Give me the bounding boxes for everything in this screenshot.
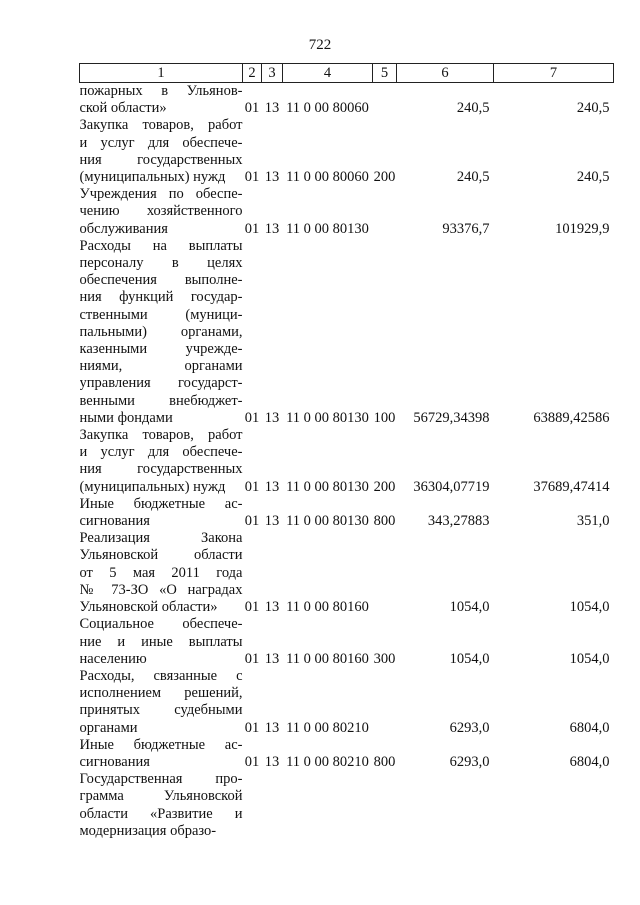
expense-type-code: 200 xyxy=(373,478,396,495)
expense-name-line: Иные бюджетные ас- xyxy=(79,736,243,753)
amount-year-1: 93376,7 xyxy=(442,220,490,237)
amount-year-1 xyxy=(397,771,494,840)
expense-name-line: ния государственных xyxy=(79,151,243,168)
amount-year-1: 343,27883 xyxy=(427,513,490,530)
subsection-code: 13 xyxy=(264,100,280,117)
expense-name-line: грамма Ульяновской xyxy=(79,788,243,805)
amount-year-1: 36304,07719 xyxy=(413,478,490,495)
subsection-code: 13 xyxy=(264,599,280,616)
column-header-4: 4 xyxy=(283,64,373,83)
table-row xyxy=(80,771,614,840)
target-article-code: 11 0 00 80210 xyxy=(286,719,369,736)
expense-name-line: Реализация Закона xyxy=(79,530,243,547)
section-code: 01 xyxy=(244,599,260,616)
expense-type-code: 100 xyxy=(373,409,396,426)
expense-type-code: 800 xyxy=(373,513,396,530)
amount-year-1: 56729,34398 xyxy=(413,409,490,426)
expense-name xyxy=(80,83,243,118)
column-number-header-row xyxy=(80,64,614,83)
expense-name xyxy=(80,530,243,616)
target-article-code: 11 0 00 80130 xyxy=(286,478,369,495)
amount-year-2: 63889,42586 xyxy=(533,409,610,426)
column-header-5: 5 xyxy=(373,64,397,83)
expense-name-line: Государственная про- xyxy=(79,771,243,788)
expense-name-line: пожарных в Ульянов- xyxy=(79,83,243,99)
column-header-2: 2 xyxy=(243,64,262,83)
amount-year-2: 240,5 xyxy=(576,100,610,117)
expense-name-line: Иные бюджетные ас- xyxy=(79,495,243,512)
expense-name xyxy=(80,737,243,771)
expense-name-line: ниями, органами xyxy=(79,358,243,375)
target-article-code: 11 0 00 80130 xyxy=(286,513,369,530)
expense-name-line: ния функций государ- xyxy=(79,289,243,306)
expense-name-line: исполнением решений, xyxy=(79,685,243,702)
expense-type-code: 300 xyxy=(373,650,396,667)
amount-year-1: 1054,0 xyxy=(449,650,490,667)
expense-name-line: обслуживания xyxy=(79,220,168,237)
subsection-code: 13 xyxy=(264,513,280,530)
section-code: 01 xyxy=(244,100,260,117)
table-row xyxy=(80,83,614,118)
expense-name-line: венными внебюджет- xyxy=(79,392,243,409)
expense-name-line: обеспечения выполне- xyxy=(79,272,243,289)
target-article-code: 11 0 00 80060 xyxy=(286,169,369,186)
expense-name-line: принятых судебными xyxy=(79,702,243,719)
amount-year-2: 101929,9 xyxy=(555,220,610,237)
subsection-code: 13 xyxy=(264,650,280,667)
amount-year-2: 1054,0 xyxy=(569,599,610,616)
expense-type-code: 200 xyxy=(373,169,396,186)
page-number: 722 xyxy=(308,37,332,53)
subsection-code: 13 xyxy=(264,220,280,237)
expense-name-line: управления государст- xyxy=(79,375,243,392)
expense-name xyxy=(80,496,243,530)
section-code: 01 xyxy=(244,220,260,237)
table-row xyxy=(80,668,614,737)
amount-year-2: 6804,0 xyxy=(569,753,610,770)
expense-type-code xyxy=(373,668,397,737)
table-row xyxy=(80,530,614,616)
amount-year-1: 6293,0 xyxy=(449,719,490,736)
expense-name-line: чению хозяйственного xyxy=(79,203,243,220)
section-code xyxy=(243,771,262,840)
expense-name-line: персоналу в целях xyxy=(79,255,243,272)
expense-name-line: Социальное обеспече- xyxy=(79,616,243,633)
expense-type-code xyxy=(373,83,397,118)
expense-name-line: Закупка товаров, работ xyxy=(79,117,243,134)
amount-year-2: 351,0 xyxy=(576,513,610,530)
target-article-code: 11 0 00 80130 xyxy=(286,220,369,237)
expense-type-code xyxy=(373,530,397,616)
expense-name-line: ской области» xyxy=(79,100,167,117)
section-code: 01 xyxy=(244,478,260,495)
target-article-code: 11 0 00 80210 xyxy=(286,753,369,770)
expense-name-line: ственными (муници- xyxy=(79,306,243,323)
expense-name-line: Ульяновской области» xyxy=(79,599,218,616)
amount-year-2: 6804,0 xyxy=(569,719,610,736)
expense-type-code: 800 xyxy=(373,753,396,770)
section-code: 01 xyxy=(244,513,260,530)
expense-name-line: ными фондами xyxy=(79,409,173,426)
subsection-code: 13 xyxy=(264,409,280,426)
section-code: 01 xyxy=(244,753,260,770)
table-row xyxy=(80,616,614,668)
expense-name-line: органами xyxy=(79,719,138,736)
target-article-code: 11 0 00 80060 xyxy=(286,100,369,117)
expense-name xyxy=(80,186,243,238)
table-body xyxy=(80,83,614,840)
table-row xyxy=(80,737,614,771)
expense-name-line: (муниципальных) нужд xyxy=(79,478,226,495)
section-code: 01 xyxy=(244,169,260,186)
expense-type-code xyxy=(373,771,397,840)
amount-year-1: 6293,0 xyxy=(449,753,490,770)
expense-name xyxy=(80,616,243,668)
subsection-code xyxy=(262,771,283,840)
amount-year-2: 37689,47414 xyxy=(533,478,610,495)
expense-name-line: Ульяновской области xyxy=(79,547,243,564)
expense-type-code xyxy=(373,186,397,238)
expense-name xyxy=(80,427,243,496)
table-row xyxy=(80,496,614,530)
expense-name-line: населению xyxy=(79,650,147,667)
expense-name-line: и услуг для обеспече- xyxy=(79,134,243,151)
section-code: 01 xyxy=(244,719,260,736)
table-row xyxy=(80,238,614,427)
column-header-7: 7 xyxy=(494,64,614,83)
expense-name xyxy=(80,117,243,186)
expense-name xyxy=(80,771,243,840)
target-article-code: 11 0 00 80160 xyxy=(286,650,369,667)
table-row xyxy=(80,186,614,238)
amount-year-1: 240,5 xyxy=(456,100,490,117)
expense-name-line: Расходы на выплаты xyxy=(79,237,243,254)
subsection-code: 13 xyxy=(264,169,280,186)
column-header-6: 6 xyxy=(397,64,494,83)
expense-name-line: и услуг для обеспече- xyxy=(79,444,243,461)
target-article-code: 11 0 00 80160 xyxy=(286,599,369,616)
section-code: 01 xyxy=(244,650,260,667)
expense-name xyxy=(80,668,243,737)
amount-year-1: 1054,0 xyxy=(449,599,490,616)
expense-name-line: (муниципальных) нужд xyxy=(79,169,226,186)
target-article-code xyxy=(283,771,373,840)
target-article-code: 11 0 00 80130 xyxy=(286,409,369,426)
expense-name-line: пальными) органами, xyxy=(79,323,243,340)
expense-name-line: № 73-ЗО «О наградах xyxy=(79,581,243,598)
expense-name-line: области «Развитие и xyxy=(79,805,243,822)
subsection-code: 13 xyxy=(264,719,280,736)
amount-year-2: 240,5 xyxy=(576,169,610,186)
expense-name-line: Учреждения по обеспе- xyxy=(79,186,243,203)
expense-name-line: ние и иные выплаты xyxy=(79,633,243,650)
section-code: 01 xyxy=(244,409,260,426)
expense-name-line: модернизация образо- xyxy=(79,822,217,839)
subsection-code: 13 xyxy=(264,478,280,495)
table-row xyxy=(80,427,614,496)
budget-table xyxy=(79,63,614,840)
expense-name-line: сигнования xyxy=(79,513,150,530)
amount-year-2 xyxy=(494,771,614,840)
expense-name-line: от 5 мая 2011 года xyxy=(79,564,243,581)
table-row xyxy=(80,117,614,186)
column-header-3: 3 xyxy=(262,64,283,83)
expense-name-line: Расходы, связанные с xyxy=(79,667,243,684)
column-header-1: 1 xyxy=(80,64,243,83)
expense-name-line: сигнования xyxy=(79,753,150,770)
amount-year-1: 240,5 xyxy=(456,169,490,186)
subsection-code: 13 xyxy=(264,753,280,770)
expense-name-line: Закупка товаров, работ xyxy=(79,427,243,444)
expense-name xyxy=(80,238,243,427)
amount-year-2: 1054,0 xyxy=(569,650,610,667)
expense-name-line: ния государственных xyxy=(79,461,243,478)
expense-name-line: казенными учрежде- xyxy=(79,341,243,358)
